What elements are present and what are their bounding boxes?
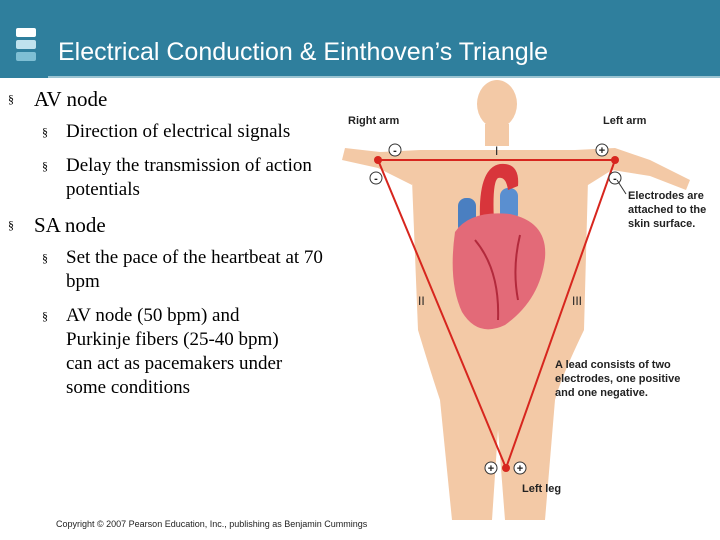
note-line: attached to the [628, 204, 707, 216]
right-arm-electrode [374, 156, 382, 164]
bullet-marker: § [8, 218, 14, 232]
left-arm-electrode [611, 156, 619, 164]
bullet-sa-node [8, 212, 328, 238]
lead-note [555, 359, 680, 399]
note-pointer [617, 180, 626, 194]
note-line: A lead consists of two [555, 359, 671, 371]
left-leg-electrode [502, 464, 510, 472]
left-arm-shape [575, 148, 690, 190]
bullet-av-node [8, 86, 328, 112]
sub-bullet [42, 154, 328, 202]
bullet-marker: § [42, 251, 48, 265]
bullet-list [8, 86, 328, 410]
logo-block-1 [16, 28, 36, 37]
bullet-marker: § [42, 159, 48, 173]
logo-block-2 [16, 40, 36, 49]
sub-bullet-text: Direction of electrical signals [66, 121, 291, 142]
left-arm-label: Left arm [603, 115, 647, 127]
plus-sign: + [487, 463, 495, 475]
minus-sign: - [374, 173, 378, 185]
legs [440, 400, 555, 520]
copyright-notice: Copyright © 2007 Pearson Education, Inc., publishing as Benjamin Cummings [56, 519, 368, 529]
sub-bullet [42, 120, 328, 144]
left-leg-label: Left leg [522, 483, 562, 495]
electrodes-note [617, 180, 706, 230]
bullet-marker: § [8, 92, 14, 106]
lead-ii-label: II [418, 294, 425, 308]
plus-sign: + [516, 463, 524, 475]
neck [485, 124, 509, 146]
title-underline [48, 76, 720, 78]
slide-title: Electrical Conduction & Einthoven’s Triangle [58, 38, 549, 66]
note-line: and one negative. [555, 387, 648, 399]
lead-i-label: I [495, 144, 499, 158]
bullet-text: AV node [34, 87, 108, 111]
sub-bullet [42, 304, 286, 400]
bullet-marker: § [42, 309, 48, 323]
sub-bullet-text: Set the pace of the heartbeat at 70 bpm [66, 247, 323, 292]
sub-bullet-text: AV node (50 bpm) and Purkinje fibers (25-40 bpm) can act as pacemakers under some conditions [66, 305, 283, 398]
sub-bullet-text: Delay the transmission of action potentials [66, 155, 312, 200]
note-line: Electrodes are [628, 190, 704, 202]
einthoven-diagram [330, 80, 720, 540]
note-line: electrodes, one positive [555, 373, 681, 385]
head [477, 80, 517, 128]
lead-iii-label: III [572, 294, 583, 308]
bullet-text: SA node [34, 213, 106, 237]
plus-sign: + [598, 145, 606, 157]
right-arm-label: Right arm [348, 115, 400, 127]
minus-sign: - [393, 145, 397, 157]
bullet-marker: § [42, 125, 48, 139]
note-line: skin surface. [628, 218, 696, 230]
logo-block-3 [16, 52, 36, 61]
sub-bullet [42, 246, 328, 294]
title-bar [0, 0, 720, 78]
minus-sign: - [613, 173, 617, 185]
